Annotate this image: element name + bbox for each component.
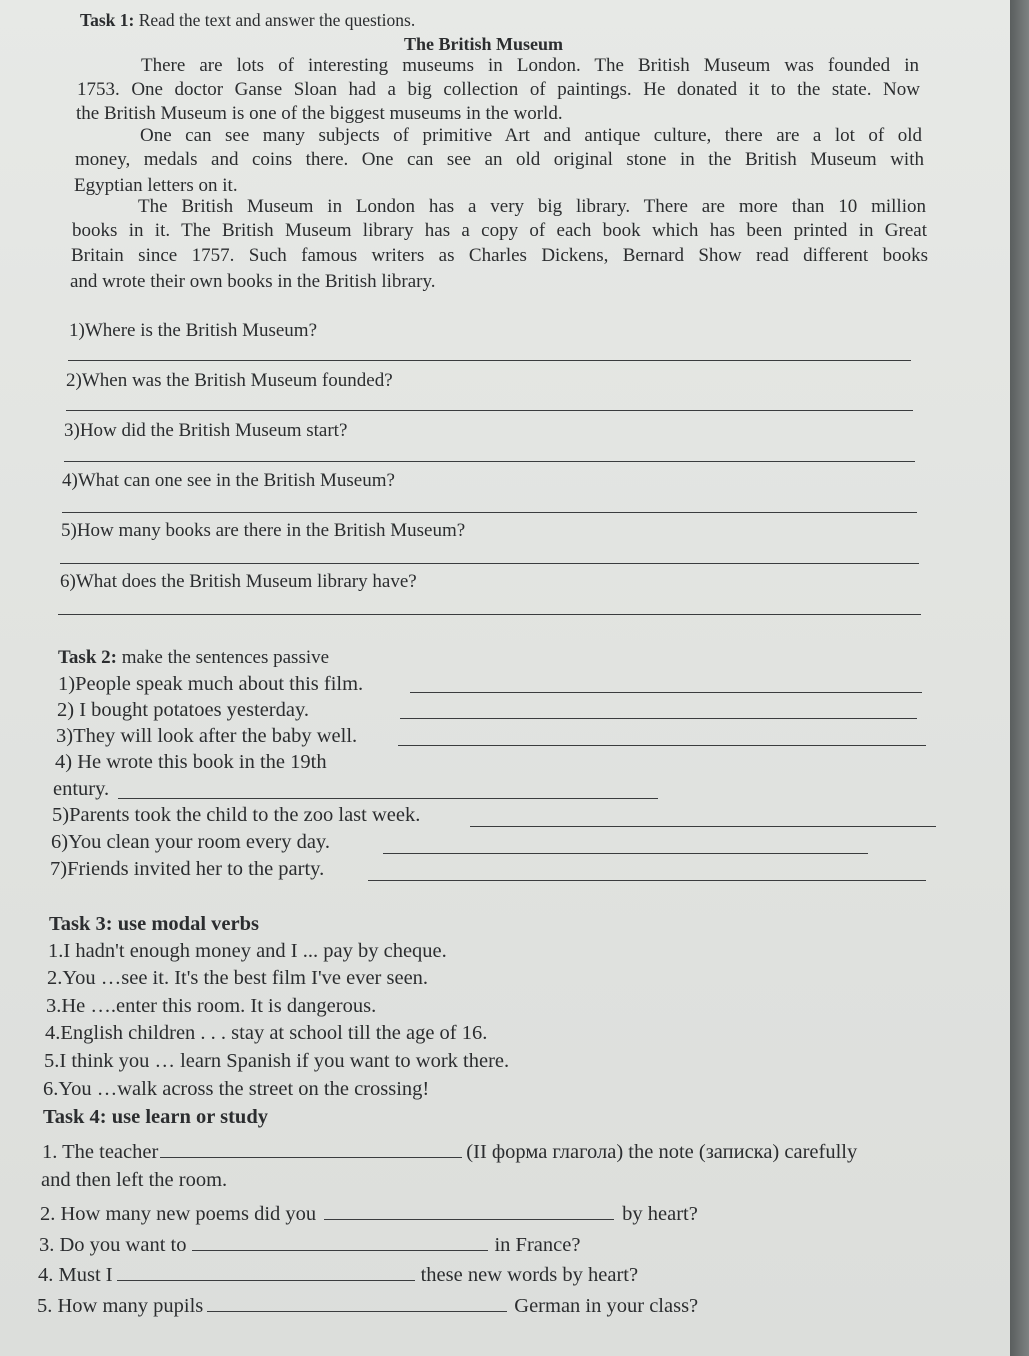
task4-item-1: 1. The teacher (II форма глагола) the note (записка) carefully (42, 1141, 858, 1163)
text-title: The British Museum (404, 34, 564, 54)
task4-blank-1[interactable] (160, 1139, 462, 1158)
passage-line: There are lots of interesting museums in London. The British Museum was founded in (141, 55, 919, 76)
question-2: 2)When was the British Museum founded? (66, 370, 393, 391)
task3-item-3: 3.He ….enter this room. It is dangerous. (46, 995, 377, 1017)
passage-line: The British Museum in London has a very big library. There are more than 10 million (138, 196, 926, 217)
task4-item-3: 3. Do you want to in France? (39, 1234, 581, 1256)
question-4: 4)What can one see in the British Museum? (62, 470, 395, 491)
task4-item-5: 5. How many pupils German in your class? (37, 1295, 699, 1317)
task4-item-4: 4. Must I these new words by heart? (38, 1264, 639, 1286)
task2-answer-line-6[interactable] (383, 853, 868, 854)
task2-answer-line-3[interactable] (398, 745, 926, 746)
task4-heading: Task 4: use learn or study (43, 1106, 268, 1128)
answer-line-5[interactable] (60, 563, 919, 564)
question-6: 6)What does the British Museum library have? (60, 571, 417, 592)
task2-item-6: 6)You clean your room every day. (51, 831, 330, 853)
passage-line: Egyptian letters on it. (74, 175, 238, 196)
task3-item-5: 5.I think you … learn Spanish if you want to work there. (44, 1050, 510, 1072)
task4-blank-5[interactable] (207, 1293, 507, 1312)
task2-answer-line-5[interactable] (470, 826, 936, 827)
passage-line: money, medals and coins there. One can see an old original stone in the British Museum with (75, 149, 924, 170)
task2-answer-line-4[interactable] (118, 798, 658, 799)
task2-answer-line-1[interactable] (410, 692, 922, 693)
question-5: 5)How many books are there in the British Museum? (61, 520, 466, 541)
answer-line-4[interactable] (62, 512, 917, 513)
passage-line: Britain since 1757. Such famous writers as Charles Dickens, Bernard Show read different books (71, 245, 928, 266)
task4-blank-2[interactable] (324, 1201, 614, 1220)
task3-item-6: 6.You …walk across the street on the crossing! (43, 1078, 430, 1100)
passage-line: books in it. The British Museum library has a copy of each book which has been printed in Great (72, 220, 927, 241)
passage-line: and wrote their own books in the British library. (70, 271, 436, 292)
task1-instruction: Read the text and answer the questions. (138, 10, 416, 30)
task2-item-2: 2) I bought potatoes yesterday. (57, 699, 310, 721)
task2-item-5: 5)Parents took the child to the zoo last week. (52, 804, 421, 826)
answer-line-3[interactable] (64, 461, 915, 462)
answer-line-1[interactable] (68, 360, 911, 361)
task1-heading-line (80, 9, 415, 31)
task4-item-2: 2. How many new poems did you by heart? (40, 1203, 698, 1225)
question-1: 1)Where is the British Museum? (69, 320, 318, 341)
task2-instruction: make the sentences passive (121, 647, 330, 668)
task2-answer-line-2[interactable] (400, 718, 917, 719)
task4-blank-4[interactable] (117, 1262, 415, 1281)
task1-label: Task 1: (80, 10, 135, 30)
answer-line-2[interactable] (66, 410, 913, 411)
task2-item-4-cont: entury. (53, 778, 110, 800)
passage-line: One can see many subjects of primitive Art and antique culture, there are a lot of old (140, 125, 922, 146)
task3-item-1: 1.I hadn't enough money and I ... pay by cheque. (48, 940, 447, 962)
passage-line: 1753. One doctor Ganse Sloan had a big collection of paintings. He donated it to the state. Now (77, 79, 920, 100)
question-3: 3)How did the British Museum start? (64, 420, 348, 441)
task2-item-3: 3)They will look after the baby well. (56, 725, 358, 747)
task2-item-1: 1)People speak much about this film. (58, 673, 364, 695)
task4-blank-3[interactable] (192, 1232, 488, 1251)
passage-line: the British Museum is one of the biggest museums in the world. (76, 103, 563, 124)
task2-answer-line-7[interactable] (368, 880, 926, 881)
task2-heading-line (58, 647, 329, 669)
task3-item-4: 4.English children . . . stay at school till the age of 16. (45, 1022, 488, 1044)
task2-item-4: 4) He wrote this book in the 19th (55, 751, 327, 773)
task3-item-2: 2.You …see it. It's the best film I've ever seen. (47, 967, 429, 989)
answer-line-6[interactable] (58, 614, 921, 615)
task2-label: Task 2: (58, 647, 117, 668)
task2-item-7: 7)Friends invited her to the party. (50, 858, 325, 880)
background-edge (1010, 0, 1029, 1356)
task4-item-1-cont: and then left the room. (41, 1169, 228, 1191)
task3-heading: Task 3: use modal verbs (49, 913, 259, 935)
